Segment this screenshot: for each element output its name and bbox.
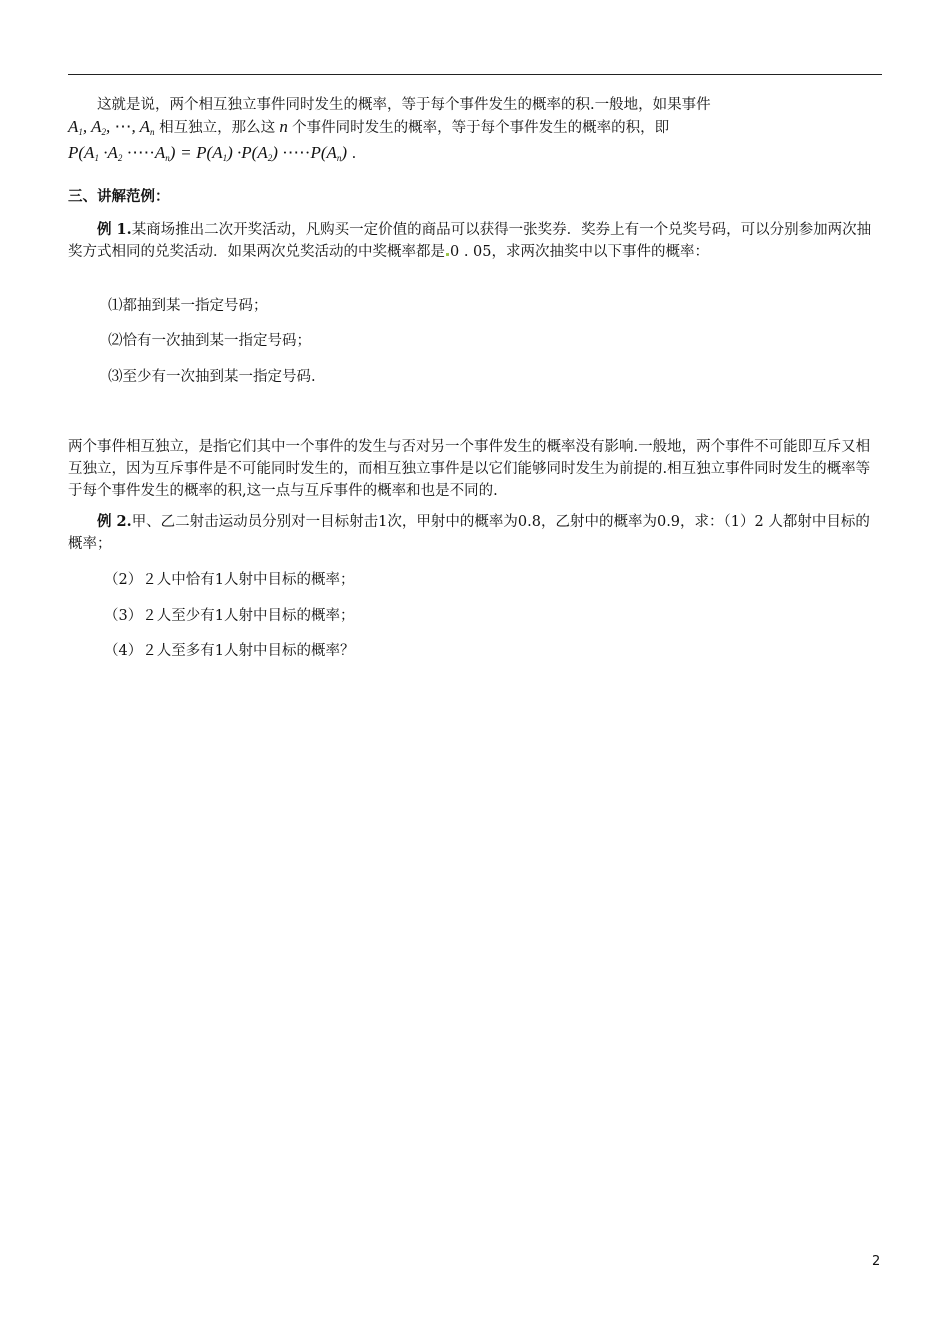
example-2-item-2: （2）２人中恰有1人射中目标的概率； — [104, 572, 355, 588]
page-number: 2 — [872, 1254, 881, 1269]
example-2-item-4: （4）２人至多有1人射中目标的概率？ — [104, 643, 355, 659]
example-2-item-3: （3）２人至少有1人射中目标的概率； — [104, 608, 355, 624]
para-line-2 — [68, 116, 882, 143]
formula-rhs: $P(A_1) \cdot P(A_2)$ $\cdot\cdots\cdot P(A_n)$ — [196, 143, 348, 163]
example-2 — [68, 511, 882, 555]
para-line-2-text: 相互独立，那么这 — [159, 120, 276, 136]
header-rule — [68, 74, 882, 75]
events-sequence: $A_1$, $A_2$, ⋯, $A_n$ — [68, 117, 155, 137]
marker-dot — [446, 253, 449, 256]
para-line-1: 这就是说，两个相互独立事件同时发生的概率，等于每个事件发生的概率的积.一般地，如果事件 — [97, 97, 711, 113]
section-title: 三、讲解范例： — [68, 188, 170, 205]
example-1-prob: 0 . 05 — [450, 244, 492, 260]
para-independence-rule — [68, 94, 882, 116]
example-1-label: 例 1. — [97, 221, 132, 238]
product-formula — [68, 142, 882, 169]
example-2-text: 甲、乙二射击运动员分别对一目标射击1次，甲射中的概率为0.8，乙射中的概率为0.9，求：（1）2 人都射中目标的概率； — [68, 514, 870, 552]
formula-lhs: $P(A_1 \cdot A_2$ $\cdot\cdots\cdot A_n$) — [68, 143, 176, 163]
para-line-2-text2: 个事件同时发生的概率，等于每个事件发生的概率的积，即 — [292, 120, 670, 136]
note-paragraph: 两个事件相互独立，是指它们其中一个事件的发生与否对另一个事件发生的概率没有影响.一般地，两个事件不可能即互斥又相互独立，因为互斥事件是不可能同时发生的，而相互独立事件是以它们能够同时发生为前提的.相互独立事件同时发生的概率等于每个事件发生的概率的积,这一点与互斥事件的概率和也是不同的. — [68, 439, 871, 499]
example-1-item-1: ⑴都抽到某一指定号码； — [108, 298, 268, 314]
example-1-tail: ，求两次抽奖中以下事件的概率： — [491, 244, 710, 260]
example-2-label: 例 2. — [97, 513, 132, 530]
n-symbol: n — [275, 117, 293, 136]
example-1 — [68, 219, 882, 263]
formula-period: . — [351, 146, 357, 162]
example-1-item-2: ⑵恰有一次抽到某一指定号码； — [108, 333, 311, 349]
example-1-item-3: ⑶至少有一次抽到某一指定号码. — [108, 369, 316, 385]
example-1-text: 某商场推出二次开奖活动，凡购买一定价值的商品可以获得一张奖券．奖券上有一个兑奖号码，可以分别参加两次抽奖方式相同的兑奖活动．如果两次兑奖活动的中奖概率都是 — [68, 222, 872, 260]
equals-sign: = — [180, 143, 192, 162]
